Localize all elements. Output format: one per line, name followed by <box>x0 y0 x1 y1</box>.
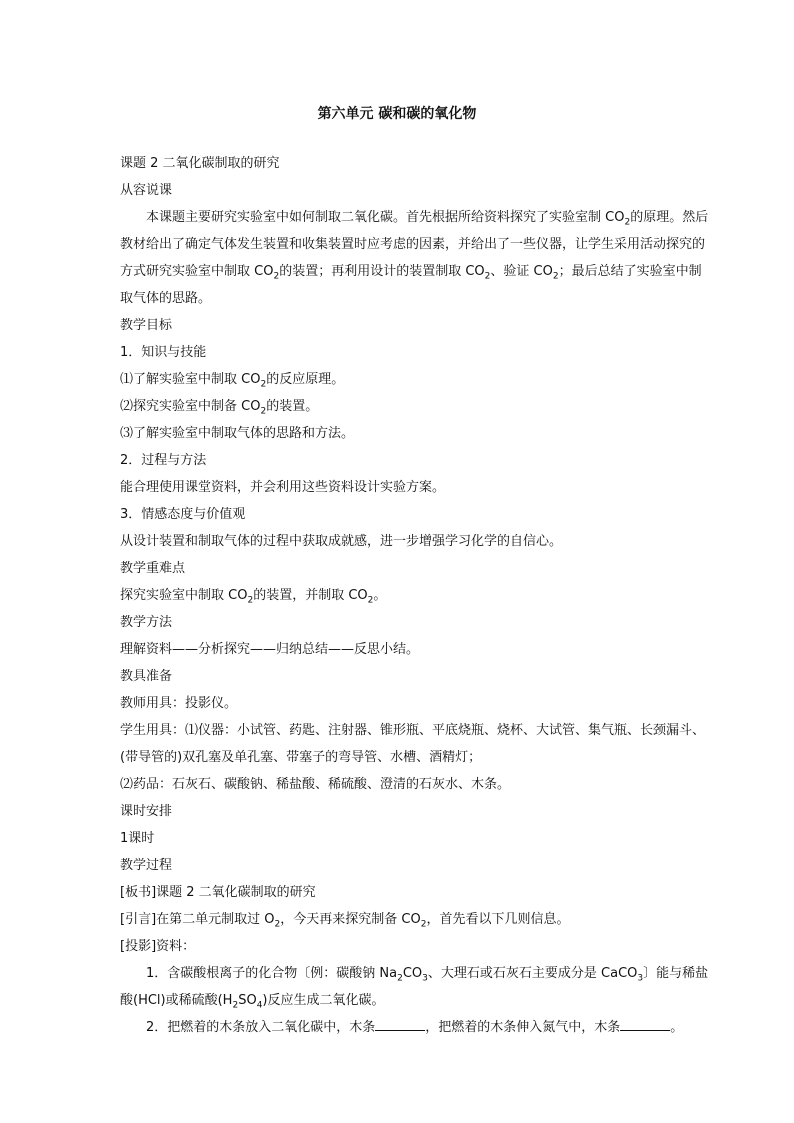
student-drugs: ⑵药品：石灰石、碳酸钠、稀盐酸、稀硫酸、澄清的石灰水、木条。 <box>120 777 511 792</box>
intro-heading: 从容说课 <box>120 183 173 198</box>
goal2-text: 能合理使用课堂资料，并会利用这些资料设计实验方案。 <box>120 480 446 495</box>
prep-heading: 教具准备 <box>120 669 173 684</box>
topic-heading: 课题 2 二氧化碳制取的研究 <box>120 156 280 171</box>
student-tools: 学生用具：⑴仪器：小试管、药匙、注射器、锥形瓶、平底烧瓶、烧杯、大试管、集气瓶、长颈漏斗、(带导管的)双孔塞及单孔塞、带塞子的弯导管、水槽、酒精灯； <box>120 723 706 765</box>
schedule-heading: 课时安排 <box>120 804 173 819</box>
method-heading: 教学方法 <box>120 615 173 630</box>
method-text: 理解资料——分析探究——归纳总结——反思小结。 <box>120 642 420 657</box>
goals-heading: 教学目标 <box>120 318 173 333</box>
document-body <box>120 150 710 1041</box>
info-item-2: 2．把燃着的木条放入二氧化碳中，木条 ，把燃着的木条伸入氮气中，木条 。 <box>120 1014 710 1041</box>
goal1-item: ⑵探究实验室中制备 $CO_2$的装置。 <box>120 399 319 417</box>
answer-blank[interactable] <box>620 1016 670 1031</box>
schedule-text: 1课时 <box>120 831 155 846</box>
projection-text: [投影]资料： <box>120 939 196 954</box>
goal1-item: ⑴了解实验室中制取 $CO_2$的反应原理。 <box>120 372 345 390</box>
board-text: [板书]课题 2 二氧化碳制取的研究 <box>120 885 316 900</box>
goal1-heading: 1．知识与技能 <box>120 345 207 360</box>
goal3-heading: 3．情感态度与价值观 <box>120 507 246 522</box>
intro-paragraph: 本课题主要研究实验室中如何制取二氧化碳。首先根据所给资料探究了实验室制 $CO_2$的原理。然后教材给出了确定气体发生装置和收集装置时应考虑的因素，并给出了一些仪器，让学生采用活动探究的方式研究实验室中制取 $CO_2$的装置；再利用设计的装置制取 $CO_2$、验证 $CO_2$；最后总结了实验室中制取气体的思路。 <box>120 210 709 306</box>
goal3-text: 从设计装置和制取气体的过程中获取成就感，进一步增强学习化学的自信心。 <box>120 534 563 549</box>
key-text: 探究实验室中制取 $CO_2$的装置，并制取 $CO_2$。 <box>120 588 387 606</box>
answer-blank[interactable] <box>375 1016 425 1031</box>
page-title: 第六单元 碳和碳的氧化物 <box>317 106 477 122</box>
info-item-1: 1．含碳酸根离子的化合物〔例：碳酸钠 $Na_2CO_3$、大理石或石灰石主要成分是 CaCO$_3$〕能与稀盐酸(HCl)或稀硫酸$(H_2SO_4)$反应生成二氧化碳。 <box>120 966 709 1011</box>
goal1-item: ⑶了解实验室中制取气体的思路和方法。 <box>120 426 355 441</box>
goal2-heading: 2．过程与方法 <box>120 453 207 468</box>
key-heading: 教学重难点 <box>120 561 186 576</box>
lead-text: [引言]在第二单元制取过 $O_2$，今天再来探究制备 $CO_2$，首先看以下几则信息。 <box>120 912 570 930</box>
process-heading: 教学过程 <box>120 858 173 873</box>
teacher-tools: 教师用具：投影仪。 <box>120 696 238 711</box>
